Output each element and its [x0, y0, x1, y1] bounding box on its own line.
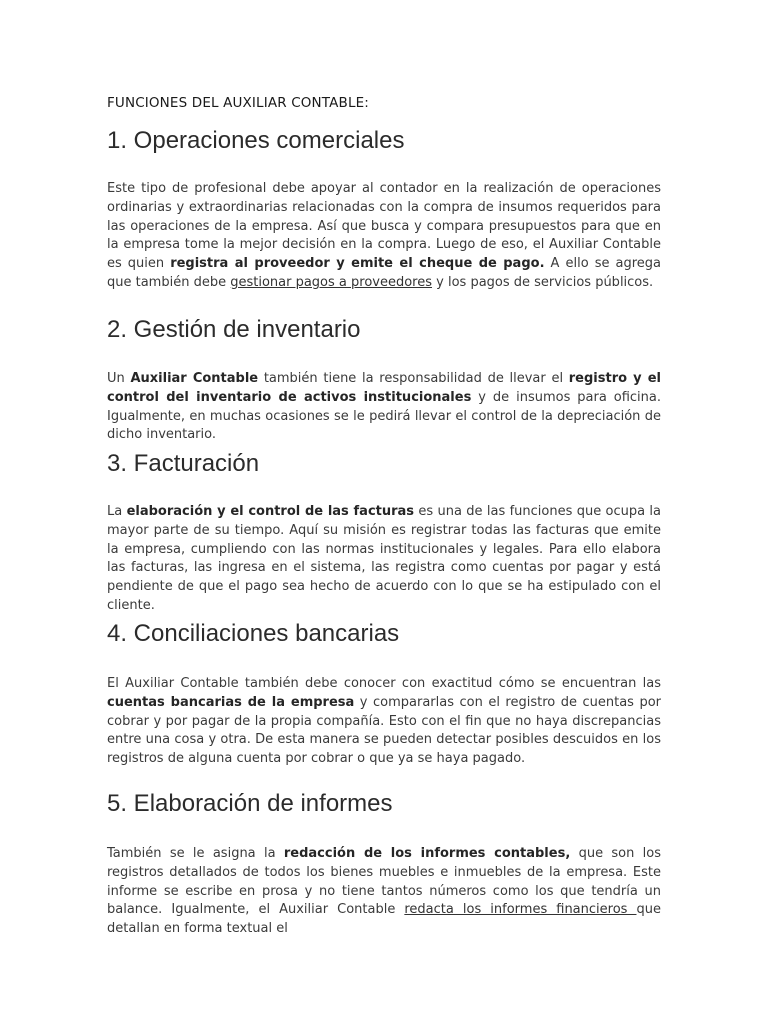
paragraph-text: También se le asigna la	[107, 846, 284, 861]
link-gestionar-pagos[interactable]: gestionar pagos a proveedores	[230, 274, 433, 290]
section-paragraph-conciliaciones-bancarias	[107, 675, 661, 769]
section-heading-facturacion: 3. Facturación	[107, 450, 260, 477]
document-title: FUNCIONES DEL AUXILIAR CONTABLE:	[107, 95, 370, 111]
paragraph-text: A ello se agrega que también debe	[107, 256, 661, 290]
section-paragraph-elaboracion-informes	[107, 845, 661, 939]
section-heading-elaboracion-informes: 5. Elaboración de informes	[107, 790, 393, 817]
paragraph-text: y compararlas con el registro de cuentas por cobrar y por pagar de la propia compañía. Esto con el fin que no haya discrepancias entre una cosa y otra. De esta manera se pueden detectar posibles descuidos en los registros de alguna cuenta por cobrar o que ya se haya pagado.	[107, 694, 662, 767]
paragraph-text: La	[107, 504, 127, 519]
bold-phrase: redacción de los informes contables,	[283, 846, 571, 861]
bold-phrase: registra al proveedor y emite el cheque de pago.	[170, 256, 545, 272]
section-heading-conciliaciones-bancarias: 4. Conciliaciones bancarias	[107, 620, 400, 647]
section-paragraph-gestion-inventario	[107, 370, 661, 445]
bold-phrase: elaboración y el control de las facturas	[126, 504, 415, 519]
paragraph-text: y de insumos para oficina. Igualmente, en muchas ocasiones se le pedirá llevar el control de la depreciación de dicho inventario.	[107, 389, 661, 443]
bold-phrase: registro y el control del inventario de activos institucionales	[107, 371, 661, 405]
link-redacta-informes[interactable]: redacta los informes financieros	[404, 902, 637, 918]
bold-phrase: Auxiliar Contable	[130, 371, 259, 386]
paragraph-text: y los pagos de servicios públicos.	[432, 274, 654, 290]
section-heading-gestion-inventario: 2. Gestión de inventario	[107, 316, 361, 343]
paragraph-text: es una de las funciones que ocupa la mayor parte de su tiempo. Aquí su misión es registrar todas las facturas que emite la empresa, cumpliendo con las normas institucionales y legales. Para ello elabora las facturas, las ingresa en el sistema, las registra como cuentas por pagar y está pendiente de que el pago sea hecho de acuerdo con lo que se ha estipulado con el cliente.	[107, 504, 662, 613]
section-paragraph-operaciones-comerciales	[107, 180, 661, 293]
section-heading-operaciones-comerciales: 1. Operaciones comerciales	[107, 127, 405, 154]
bold-phrase: cuentas bancarias de la empresa	[107, 694, 355, 710]
paragraph-text: Este tipo de profesional debe apoyar al contador en la realización de operaciones ordinarias y extraordinarias relacionadas con la compra de insumos requeridos para las operaciones de la empresa. Así que busca y compara presupuestos para que en la empresa tome la mejor decisión en la compra. Luego de eso, el Auxiliar Contable es quien	[107, 181, 661, 272]
section-paragraph-facturacion	[107, 503, 661, 616]
paragraph-text: El Auxiliar Contable también debe conocer con exactitud cómo se encuentran las	[107, 676, 661, 691]
paragraph-text: que son los registros detallados de todos los bienes muebles e inmuebles de la empresa. Este informe se escribe en prosa y no tiene tantos números como los que tendría un balance. Igualmente, el Auxiliar Contable	[107, 846, 662, 918]
paragraph-text: que detallan en forma textual el	[107, 902, 661, 937]
paragraph-text: también tiene la responsabilidad de llevar el	[258, 371, 569, 386]
paragraph-text: Un	[107, 371, 131, 386]
